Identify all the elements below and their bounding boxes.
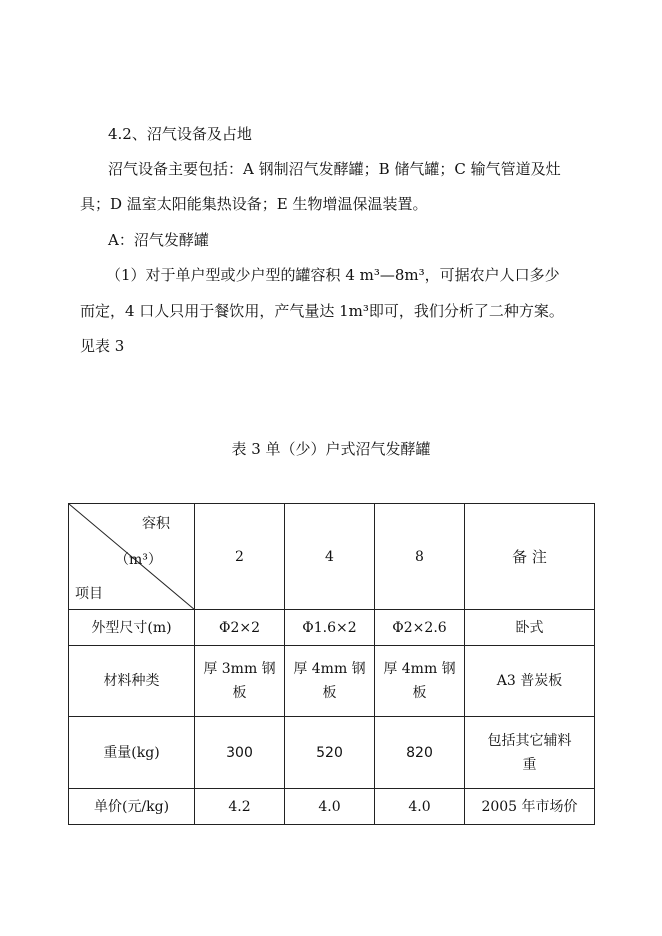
- table-cell: 4.0: [375, 789, 465, 825]
- paragraph-volume-line1: （1）对于单户型或少户型的罐容积 4 m³—8m³，可据农户人口多少: [106, 266, 560, 284]
- paragraph-equipment-line1: 沼气设备主要包括：A 钢制沼气发酵罐；B 储气罐；C 输气管道及灶: [108, 160, 561, 178]
- cell-line: 包括其它辅料: [487, 732, 572, 749]
- table-cell: Φ2×2.6: [375, 610, 465, 646]
- table-cell: [375, 646, 465, 717]
- table-cell: [195, 646, 285, 717]
- table-cell: Φ2×2: [195, 610, 285, 646]
- cell-line: 厚 4mm 钢: [383, 661, 456, 677]
- row-label: 外型尺寸(m): [69, 610, 195, 646]
- cell-line: 厚 4mm 钢: [293, 661, 366, 677]
- header-capacity-label: 容积: [142, 516, 170, 532]
- subheading-digester: A：沼气发酵罐: [108, 231, 209, 249]
- row-label: 重量(kg): [69, 717, 195, 789]
- table-row: [69, 610, 595, 646]
- table-cell: [465, 717, 595, 789]
- cell-line: 板: [322, 685, 337, 701]
- table-cell: 820: [375, 717, 465, 789]
- digester-spec-table: [68, 503, 595, 825]
- diagonal-header-cell: [69, 504, 195, 610]
- row-label: 单价(元/kg): [69, 789, 195, 825]
- table-cell: Φ1.6×2: [285, 610, 375, 646]
- table-caption: 表 3 单（少）户式沼气发酵罐: [231, 440, 431, 458]
- table-cell: 2005 年市场价: [465, 789, 595, 825]
- cell-line: 厚 3mm 钢: [203, 661, 276, 677]
- table-header-row: [69, 504, 595, 610]
- cell-line: 板: [232, 685, 247, 701]
- table-row: [69, 646, 595, 717]
- table-cell: A3 普炭板: [465, 646, 595, 717]
- table-row: [69, 717, 595, 789]
- table-cell: 4.2: [195, 789, 285, 825]
- paragraph-volume-line2: 而定，4 口人只用于餐饮用，产气量达 1m³即可，我们分析了二种方案。: [80, 302, 564, 320]
- table-row: [69, 789, 595, 825]
- cell-line: 板: [412, 685, 427, 701]
- section-heading: 4.2、沼气设备及占地: [108, 125, 252, 143]
- header-col-2: 2: [195, 504, 285, 610]
- paragraph-volume-line3: 见表 3: [80, 337, 125, 355]
- table-cell: 卧式: [465, 610, 595, 646]
- header-remark: 备 注: [465, 504, 595, 610]
- table-cell: 4.0: [285, 789, 375, 825]
- table-cell: 300: [195, 717, 285, 789]
- header-col-8: 8: [375, 504, 465, 610]
- paragraph-equipment-line2: 具；D 温室太阳能集热设备；E 生物增温保温装置。: [80, 195, 428, 213]
- cell-line: 重: [522, 756, 537, 773]
- header-unit-label: （m³）: [115, 552, 162, 568]
- header-col-4: 4: [285, 504, 375, 610]
- header-item-label: 项目: [75, 586, 103, 602]
- table-cell: 520: [285, 717, 375, 789]
- row-label: 材料种类: [69, 646, 195, 717]
- table-cell: [285, 646, 375, 717]
